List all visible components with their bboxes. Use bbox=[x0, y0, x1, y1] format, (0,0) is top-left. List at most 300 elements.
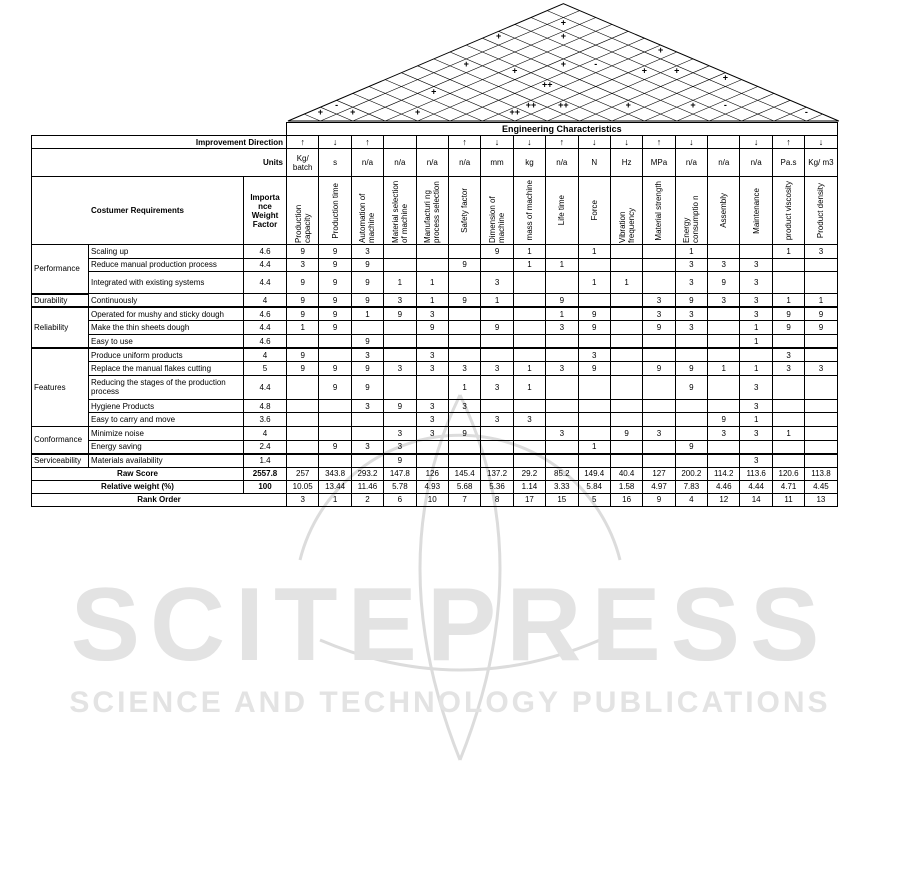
relationship-cell: 3 bbox=[384, 426, 416, 440]
relationship-cell bbox=[675, 413, 707, 427]
relationship-cell bbox=[546, 334, 578, 348]
relationship-cell: 3 bbox=[643, 426, 675, 440]
correlation-symbol: + bbox=[560, 58, 567, 69]
raw-score-row bbox=[32, 467, 838, 480]
correlation-symbol: + bbox=[317, 107, 324, 118]
raw-score-cell: 126 bbox=[416, 467, 448, 480]
requirement-row bbox=[32, 321, 838, 335]
correlation-symbol: ++ bbox=[509, 107, 521, 118]
relationship-cell: 3 bbox=[772, 362, 804, 376]
direction-arrow: ↑ bbox=[351, 136, 383, 149]
requirement-label: Hygiene Products bbox=[89, 399, 244, 413]
relationship-cell: 3 bbox=[416, 362, 448, 376]
relationship-cell bbox=[513, 399, 545, 413]
requirement-row bbox=[32, 375, 838, 399]
correlation-symbol: ++ bbox=[541, 79, 553, 90]
characteristic-header bbox=[578, 177, 610, 245]
relationship-cell bbox=[578, 399, 610, 413]
raw-score-cell: 120.6 bbox=[772, 467, 804, 480]
relationship-cell bbox=[384, 375, 416, 399]
relationship-cell bbox=[708, 454, 740, 468]
requirement-label: Scaling up bbox=[89, 245, 244, 259]
relationship-cell: 9 bbox=[351, 375, 383, 399]
relationship-cell: 1 bbox=[481, 294, 513, 308]
importance-weight: 4 bbox=[244, 426, 287, 440]
characteristic-label: Force bbox=[589, 200, 599, 221]
raw-score-cell: 137.2 bbox=[481, 467, 513, 480]
relationship-cell: 9 bbox=[351, 362, 383, 376]
relative-weight-cell: 7.83 bbox=[675, 480, 707, 493]
requirement-label: Make the thin sheets dough bbox=[89, 321, 244, 335]
relationship-cell: 1 bbox=[513, 362, 545, 376]
correlation-symbol: + bbox=[350, 107, 356, 118]
relationship-cell: 3 bbox=[351, 399, 383, 413]
relationship-cell bbox=[610, 348, 642, 362]
relationship-cell: 9 bbox=[675, 294, 707, 308]
relative-weight-cell: 3.33 bbox=[546, 480, 578, 493]
direction-arrow: ↓ bbox=[740, 136, 772, 149]
relationship-cell bbox=[287, 440, 319, 454]
raw-score-cell: 127 bbox=[643, 467, 675, 480]
characteristic-header bbox=[448, 177, 480, 245]
relationship-cell: 3 bbox=[675, 272, 707, 294]
customer-requirements-label: Costumer Requirements bbox=[32, 177, 244, 245]
relationship-cell: 9 bbox=[319, 258, 351, 272]
relationship-cell bbox=[319, 426, 351, 440]
relationship-cell: 9 bbox=[578, 362, 610, 376]
relationship-cell bbox=[610, 440, 642, 454]
characteristic-header bbox=[287, 177, 319, 245]
relationship-cell bbox=[481, 307, 513, 321]
importance-weight: 2.4 bbox=[244, 440, 287, 454]
relationship-cell bbox=[287, 454, 319, 468]
characteristic-label: Material strength bbox=[654, 180, 664, 241]
characteristic-header bbox=[740, 177, 772, 245]
relationship-cell bbox=[448, 272, 480, 294]
requirement-label: Produce uniform products bbox=[89, 348, 244, 362]
relationship-cell: 1 bbox=[513, 245, 545, 259]
relationship-cell: 9 bbox=[287, 294, 319, 308]
relationship-cell: 3 bbox=[416, 413, 448, 427]
relationship-cell bbox=[708, 375, 740, 399]
characteristic-label: Dimension of machine bbox=[488, 195, 507, 243]
relationship-cell bbox=[772, 454, 804, 468]
relationship-cell bbox=[578, 258, 610, 272]
relationship-cell bbox=[578, 334, 610, 348]
relationship-cell: 1 bbox=[805, 294, 837, 308]
rank-order-cell: 10 bbox=[416, 493, 448, 506]
relationship-cell: 9 bbox=[578, 307, 610, 321]
house-of-quality-table bbox=[31, 122, 838, 507]
relationship-cell bbox=[643, 258, 675, 272]
raw-score-cell: 343.8 bbox=[319, 467, 351, 480]
direction-arrow: ↑ bbox=[643, 136, 675, 149]
relationship-cell: 9 bbox=[287, 348, 319, 362]
relationship-cell bbox=[416, 245, 448, 259]
relative-weight-cell: 11.46 bbox=[351, 480, 383, 493]
relationship-cell bbox=[513, 440, 545, 454]
raw-score-cell: 113.8 bbox=[805, 467, 837, 480]
correlation-symbol: + bbox=[690, 100, 696, 111]
relationship-cell: 9 bbox=[319, 321, 351, 335]
relationship-cell: 9 bbox=[675, 440, 707, 454]
relationship-cell bbox=[772, 375, 804, 399]
relationship-cell: 3 bbox=[448, 362, 480, 376]
raw-score-cell: 293.2 bbox=[351, 467, 383, 480]
relationship-cell bbox=[805, 375, 837, 399]
relationship-cell: 9 bbox=[384, 307, 416, 321]
relationship-cell: 9 bbox=[384, 399, 416, 413]
relationship-cell: 1 bbox=[416, 294, 448, 308]
relationship-cell: 3 bbox=[513, 413, 545, 427]
raw-score-cell: 29.2 bbox=[513, 467, 545, 480]
relative-weight-cell: 4.71 bbox=[772, 480, 804, 493]
correlation-symbol: + bbox=[674, 65, 680, 76]
relationship-cell bbox=[319, 454, 351, 468]
watermark-subtitle: SCIENCE AND TECHNOLOGY PUBLICATIONS bbox=[69, 686, 831, 719]
relationship-cell bbox=[675, 348, 707, 362]
watermark-globe-parallel bbox=[320, 640, 600, 670]
relationship-cell bbox=[610, 399, 642, 413]
relationship-cell: 1 bbox=[740, 362, 772, 376]
relationship-cell: 3 bbox=[708, 258, 740, 272]
relationship-cell bbox=[805, 440, 837, 454]
characteristic-label: Safety factor bbox=[460, 188, 470, 233]
raw-score-cell: 145.4 bbox=[448, 467, 480, 480]
improvement-direction-row bbox=[32, 136, 838, 149]
relationship-cell bbox=[319, 334, 351, 348]
characteristic-header bbox=[546, 177, 578, 245]
relationship-cell: 9 bbox=[643, 362, 675, 376]
unit-cell: n/a bbox=[416, 149, 448, 177]
relationship-cell bbox=[448, 413, 480, 427]
relationship-cell bbox=[578, 426, 610, 440]
unit-cell: mm bbox=[481, 149, 513, 177]
relationship-cell: 3 bbox=[481, 413, 513, 427]
relationship-cell bbox=[319, 348, 351, 362]
relationship-cell bbox=[481, 426, 513, 440]
relationship-cell bbox=[643, 413, 675, 427]
requirement-row bbox=[32, 413, 838, 427]
rank-order-cell: 6 bbox=[384, 493, 416, 506]
unit-cell: Kg/ batch bbox=[287, 149, 319, 177]
unit-cell: n/a bbox=[708, 149, 740, 177]
relationship-cell bbox=[351, 321, 383, 335]
characteristic-header bbox=[416, 177, 448, 245]
relationship-cell bbox=[448, 321, 480, 335]
relationship-cell: 1 bbox=[578, 440, 610, 454]
raw-score-cell: 149.4 bbox=[578, 467, 610, 480]
correlation-symbol: + bbox=[512, 65, 518, 76]
direction-arrow bbox=[384, 136, 416, 149]
relationship-cell bbox=[772, 334, 804, 348]
relationship-cell: 3 bbox=[416, 348, 448, 362]
relationship-cell bbox=[740, 440, 772, 454]
unit-cell: n/a bbox=[448, 149, 480, 177]
relationship-cell bbox=[481, 440, 513, 454]
relative-weight-cell: 5.36 bbox=[481, 480, 513, 493]
direction-arrow: ↓ bbox=[578, 136, 610, 149]
relationship-cell: 1 bbox=[546, 258, 578, 272]
relationship-cell: 1 bbox=[578, 245, 610, 259]
rank-order-cell: 4 bbox=[675, 493, 707, 506]
relationship-cell: 3 bbox=[416, 426, 448, 440]
relationship-cell bbox=[481, 399, 513, 413]
relationship-cell: 1 bbox=[772, 294, 804, 308]
relationship-cell bbox=[351, 426, 383, 440]
relationship-cell: 3 bbox=[740, 307, 772, 321]
relationship-cell bbox=[448, 334, 480, 348]
relationship-cell bbox=[287, 426, 319, 440]
relationship-cell bbox=[772, 440, 804, 454]
relationship-cell: 9 bbox=[805, 307, 837, 321]
characteristic-label: Production capacity bbox=[293, 204, 312, 243]
relationship-cell: 3 bbox=[481, 272, 513, 294]
relationship-cell: 3 bbox=[740, 426, 772, 440]
unit-cell: MPa bbox=[643, 149, 675, 177]
correlation-symbol: + bbox=[414, 107, 421, 118]
relationship-cell bbox=[416, 454, 448, 468]
characteristic-header bbox=[643, 177, 675, 245]
relationship-cell: 9 bbox=[578, 321, 610, 335]
rank-order-cell: 3 bbox=[287, 493, 319, 506]
requirement-label: Reducing the stages of the production process bbox=[89, 375, 244, 399]
relationship-cell bbox=[448, 348, 480, 362]
requirement-row bbox=[32, 348, 838, 362]
relationship-cell bbox=[805, 413, 837, 427]
importance-weight: 5 bbox=[244, 362, 287, 376]
requirement-group: Performance bbox=[32, 245, 89, 294]
relationship-cell bbox=[481, 454, 513, 468]
importance-weight: 4.4 bbox=[244, 272, 287, 294]
relative-weight-cell: 10.05 bbox=[287, 480, 319, 493]
relationship-cell: 1 bbox=[772, 426, 804, 440]
blank-cell bbox=[32, 123, 287, 136]
relationship-cell bbox=[708, 307, 740, 321]
relationship-cell: 1 bbox=[740, 413, 772, 427]
relationship-cell bbox=[416, 258, 448, 272]
relative-weight-cell: 1.58 bbox=[610, 480, 642, 493]
relationship-cell: 9 bbox=[319, 440, 351, 454]
relationship-cell: 1 bbox=[610, 272, 642, 294]
raw-score-cell: 257 bbox=[287, 467, 319, 480]
characteristic-label: product viscosity bbox=[784, 180, 794, 241]
correlation-symbol: - bbox=[335, 100, 339, 111]
importance-weight: 4.6 bbox=[244, 245, 287, 259]
requirement-row bbox=[32, 272, 838, 294]
importance-weight: 4.6 bbox=[244, 334, 287, 348]
relationship-cell: 3 bbox=[805, 362, 837, 376]
relationship-cell bbox=[643, 245, 675, 259]
requirement-group: Serviceability bbox=[32, 454, 89, 468]
relative-weight-cell: 4.97 bbox=[643, 480, 675, 493]
relationship-cell bbox=[513, 426, 545, 440]
importance-weight: 3.6 bbox=[244, 413, 287, 427]
characteristic-label: Manufacturi ng process selection bbox=[423, 180, 442, 243]
unit-cell: n/a bbox=[675, 149, 707, 177]
unit-cell: n/a bbox=[740, 149, 772, 177]
requirement-group: Durability bbox=[32, 294, 89, 308]
relationship-cell: 9 bbox=[448, 258, 480, 272]
relationship-cell: 1 bbox=[513, 258, 545, 272]
relationship-cell: 9 bbox=[384, 454, 416, 468]
requirement-row bbox=[32, 454, 838, 468]
requirement-label: Operated for mushy and sticky dough bbox=[89, 307, 244, 321]
relationship-cell bbox=[481, 334, 513, 348]
rank-order-cell: 1 bbox=[319, 493, 351, 506]
rank-order-label: Rank Order bbox=[32, 493, 287, 506]
relationship-cell: 9 bbox=[708, 272, 740, 294]
relationship-cell bbox=[384, 245, 416, 259]
unit-cell: Hz bbox=[610, 149, 642, 177]
relationship-cell: 9 bbox=[448, 294, 480, 308]
characteristic-label: Vibration frequency bbox=[617, 207, 636, 243]
correlation-symbol: + bbox=[641, 65, 648, 76]
requirement-label: Energy saving bbox=[89, 440, 244, 454]
relationship-cell bbox=[513, 348, 545, 362]
direction-arrow: ↑ bbox=[448, 136, 480, 149]
relationship-cell: 3 bbox=[675, 258, 707, 272]
relationship-cell bbox=[610, 245, 642, 259]
relationship-cell: 1 bbox=[351, 307, 383, 321]
rank-order-cell: 15 bbox=[546, 493, 578, 506]
relationship-cell: 3 bbox=[384, 362, 416, 376]
relationship-cell: 3 bbox=[287, 258, 319, 272]
units-row bbox=[32, 149, 838, 177]
requirement-label: Minimize noise bbox=[89, 426, 244, 440]
relationship-cell bbox=[546, 440, 578, 454]
relationship-cell bbox=[805, 454, 837, 468]
relationship-cell bbox=[772, 399, 804, 413]
importance-weight: 4.4 bbox=[244, 375, 287, 399]
relationship-cell bbox=[287, 375, 319, 399]
relationship-cell bbox=[610, 375, 642, 399]
requirement-label: Integrated with existing systems bbox=[89, 272, 244, 294]
relationship-cell: 1 bbox=[416, 272, 448, 294]
characteristic-header bbox=[805, 177, 837, 245]
relationship-cell: 1 bbox=[546, 307, 578, 321]
characteristic-label: Production time bbox=[330, 182, 340, 239]
relationship-cell: 9 bbox=[675, 375, 707, 399]
direction-arrow bbox=[416, 136, 448, 149]
relationship-cell bbox=[578, 294, 610, 308]
requirement-group: Conformance bbox=[32, 426, 89, 453]
raw-score-cell: 40.4 bbox=[610, 467, 642, 480]
relationship-cell: 1 bbox=[675, 245, 707, 259]
relationship-cell: 9 bbox=[546, 294, 578, 308]
direction-arrow: ↓ bbox=[675, 136, 707, 149]
relationship-cell bbox=[384, 321, 416, 335]
relationship-cell bbox=[384, 334, 416, 348]
relationship-cell: 9 bbox=[610, 426, 642, 440]
direction-arrow: ↑ bbox=[287, 136, 319, 149]
relationship-cell: 1 bbox=[740, 321, 772, 335]
relationship-cell bbox=[546, 375, 578, 399]
relationship-cell bbox=[351, 454, 383, 468]
relationship-cell: 3 bbox=[708, 426, 740, 440]
ec-title-row bbox=[32, 123, 838, 136]
rank-order-cell: 11 bbox=[772, 493, 804, 506]
relationship-cell: 3 bbox=[481, 362, 513, 376]
requirement-row bbox=[32, 399, 838, 413]
relationship-cell: 1 bbox=[708, 362, 740, 376]
direction-arrow: ↑ bbox=[546, 136, 578, 149]
relationship-cell: 3 bbox=[351, 245, 383, 259]
characteristic-label: mass of machine bbox=[524, 180, 534, 241]
relationship-cell: 3 bbox=[546, 362, 578, 376]
relationship-cell bbox=[675, 334, 707, 348]
relationship-cell bbox=[708, 334, 740, 348]
relationship-cell bbox=[805, 399, 837, 413]
relationship-cell bbox=[513, 307, 545, 321]
direction-arrow: ↓ bbox=[481, 136, 513, 149]
relative-weight-cell: 5.68 bbox=[448, 480, 480, 493]
correlation-symbol: - bbox=[594, 58, 598, 69]
relationship-cell bbox=[513, 321, 545, 335]
requirement-group: Features bbox=[32, 348, 89, 426]
relationship-cell bbox=[643, 348, 675, 362]
relative-weight-cell: 5.84 bbox=[578, 480, 610, 493]
importance-weight: 4 bbox=[244, 294, 287, 308]
unit-cell: kg bbox=[513, 149, 545, 177]
relationship-cell: 3 bbox=[546, 426, 578, 440]
direction-arrow: ↓ bbox=[513, 136, 545, 149]
characteristic-header bbox=[481, 177, 513, 245]
relationship-cell bbox=[772, 413, 804, 427]
relationship-cell bbox=[513, 334, 545, 348]
relationship-cell bbox=[287, 334, 319, 348]
relationship-cell: 1 bbox=[513, 375, 545, 399]
relationship-cell: 9 bbox=[287, 245, 319, 259]
relative-weight-row bbox=[32, 480, 838, 493]
relationship-cell: 9 bbox=[643, 321, 675, 335]
relationship-cell bbox=[448, 307, 480, 321]
relationship-cell bbox=[546, 399, 578, 413]
relationship-cell bbox=[578, 375, 610, 399]
importance-weight: 4.8 bbox=[244, 399, 287, 413]
relationship-cell: 3 bbox=[351, 440, 383, 454]
raw-score-cell: 113.6 bbox=[740, 467, 772, 480]
relationship-cell bbox=[513, 294, 545, 308]
relationship-cell: 9 bbox=[772, 307, 804, 321]
importance-weight: 4.6 bbox=[244, 307, 287, 321]
relationship-cell bbox=[610, 294, 642, 308]
relationship-cell: 3 bbox=[643, 307, 675, 321]
relationship-cell bbox=[610, 413, 642, 427]
relationship-cell bbox=[643, 375, 675, 399]
relationship-cell: 3 bbox=[416, 307, 448, 321]
requirement-row bbox=[32, 440, 838, 454]
relationship-cell: 3 bbox=[384, 440, 416, 454]
requirement-label: Easy to use bbox=[89, 334, 244, 348]
relationship-cell bbox=[448, 454, 480, 468]
relative-weight-cell: 4.45 bbox=[805, 480, 837, 493]
correlation-symbol: - bbox=[723, 100, 727, 111]
rank-order-cell: 8 bbox=[481, 493, 513, 506]
relationship-cell bbox=[319, 399, 351, 413]
rank-order-row bbox=[32, 493, 838, 506]
relationship-cell bbox=[416, 334, 448, 348]
correlation-roof bbox=[0, 0, 901, 122]
relationship-cell bbox=[578, 454, 610, 468]
relationship-cell: 9 bbox=[287, 307, 319, 321]
requirement-row bbox=[32, 307, 838, 321]
characteristic-label: Material selection of machine bbox=[390, 180, 409, 243]
relationship-cell: 9 bbox=[319, 307, 351, 321]
relationship-cell bbox=[610, 334, 642, 348]
watermark-title: SCITEPRESS bbox=[70, 567, 830, 683]
direction-arrow: ↓ bbox=[805, 136, 837, 149]
